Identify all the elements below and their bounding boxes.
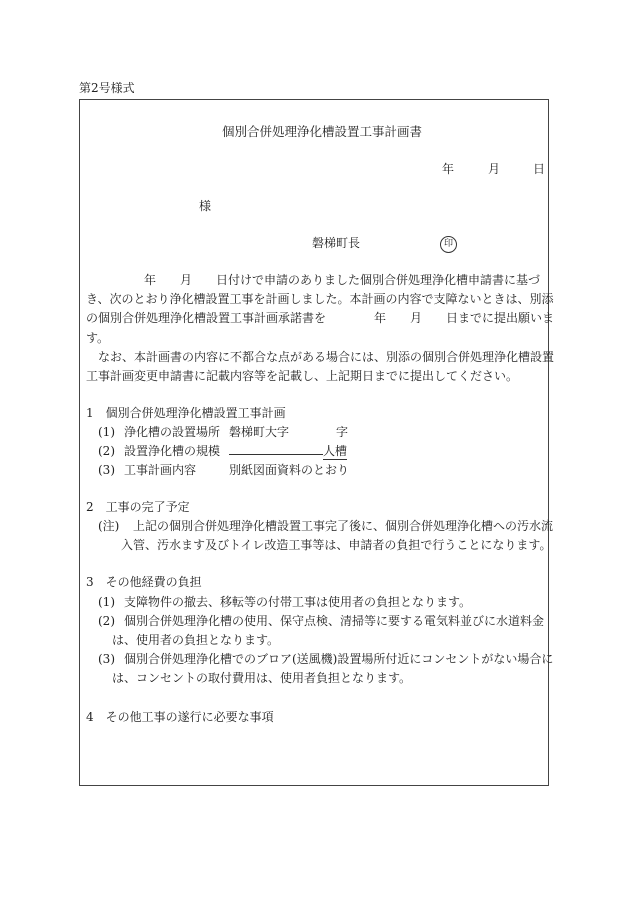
intro-line: す。: [86, 330, 110, 345]
intro-paragraph: [86, 271, 555, 386]
capacity-field: [229, 443, 347, 460]
issuer-name: 磐梯町長: [312, 236, 361, 250]
section2-heading: 2 工事の完了予定: [86, 500, 190, 514]
section3-item-num: (2): [98, 614, 115, 628]
section1-item-suffix: 字: [336, 425, 349, 439]
section2-note-line: 入管、汚水ます及びトイレ改造工事等は、申請者の負担で行うことになります。: [121, 538, 552, 552]
section4-heading: 4 その他工事の遂行に必要な事項: [86, 710, 274, 724]
section1-item-num: (2): [98, 444, 115, 458]
section3-item-line: は、使用者の負担となります。: [112, 633, 280, 647]
intro-line: き、次のとおり浄化槽設置工事を計画しました。本計画の内容で支障ないときは、別添: [86, 292, 554, 307]
section3-item-num: (1): [98, 595, 115, 609]
section1-item-value: 別紙図面資料のとおり: [229, 463, 350, 477]
intro-line: 年 月 日付けで申請のありました個別合併処理浄化槽申請書に基づ: [144, 273, 541, 287]
form-number: 第2号様式: [79, 81, 135, 95]
section1-item-num: (3): [98, 463, 115, 477]
section3-item-line: 支障物件の撤去、移転等の付帯工事は使用者の負担となります。: [124, 595, 472, 609]
capacity-unit: 人槽: [323, 444, 348, 458]
capacity-blank: [229, 454, 323, 455]
section1-item-value: 磐梯町大字: [229, 425, 290, 439]
date-day-label: 日: [533, 162, 546, 176]
date-month-label: 月: [488, 162, 501, 176]
seal-icon: 印: [440, 236, 457, 253]
section3-item-num: (3): [98, 652, 115, 666]
section2-note-num: (注): [98, 519, 120, 533]
section1-item-num: (1): [98, 425, 115, 439]
section3-item-line: 個別合併処理浄化槽でのブロア(送風機)設置場所付近にコンセントがない場合に: [124, 652, 554, 666]
section1-item-label: 浄化槽の設置場所: [124, 425, 221, 439]
section1-item-label: 工事計画内容: [124, 463, 197, 477]
issuer-seal: [440, 234, 457, 253]
intro-line: の個別合併処理浄化槽設置工事計画承諾書を 年 月 日までに提出願いま: [86, 311, 555, 326]
addressee-suffix: 様: [199, 199, 212, 213]
note-line: なお、本計画書の内容に不都合な点がある場合には、別添の個別合併処理浄化槽設置: [98, 349, 555, 364]
section3-item-line: は、コンセントの取付費用は、使用者負担となります。: [112, 671, 412, 685]
section1-heading: 1 個別合併処理浄化槽設置工事計画: [86, 406, 286, 420]
section1-item-label: 設置浄化槽の規模: [124, 444, 221, 458]
note-line: 工事計画変更申請書に記載内容等を記載し、上記期日までに提出してください。: [86, 368, 519, 383]
section2-note-line: 上記の個別合併処理浄化槽設置工事完了後に、個別合併処理浄化槽への汚水流: [133, 519, 554, 533]
date-year-label: 年: [442, 162, 455, 176]
section3-heading: 3 その他経費の負担: [86, 575, 202, 589]
section3-item-line: 個別合併処理浄化槽の使用、保守点検、清掃等に要する電気料並びに水道料金: [124, 614, 545, 628]
document-title: 個別合併処理浄化槽設置工事計画書: [222, 124, 423, 139]
